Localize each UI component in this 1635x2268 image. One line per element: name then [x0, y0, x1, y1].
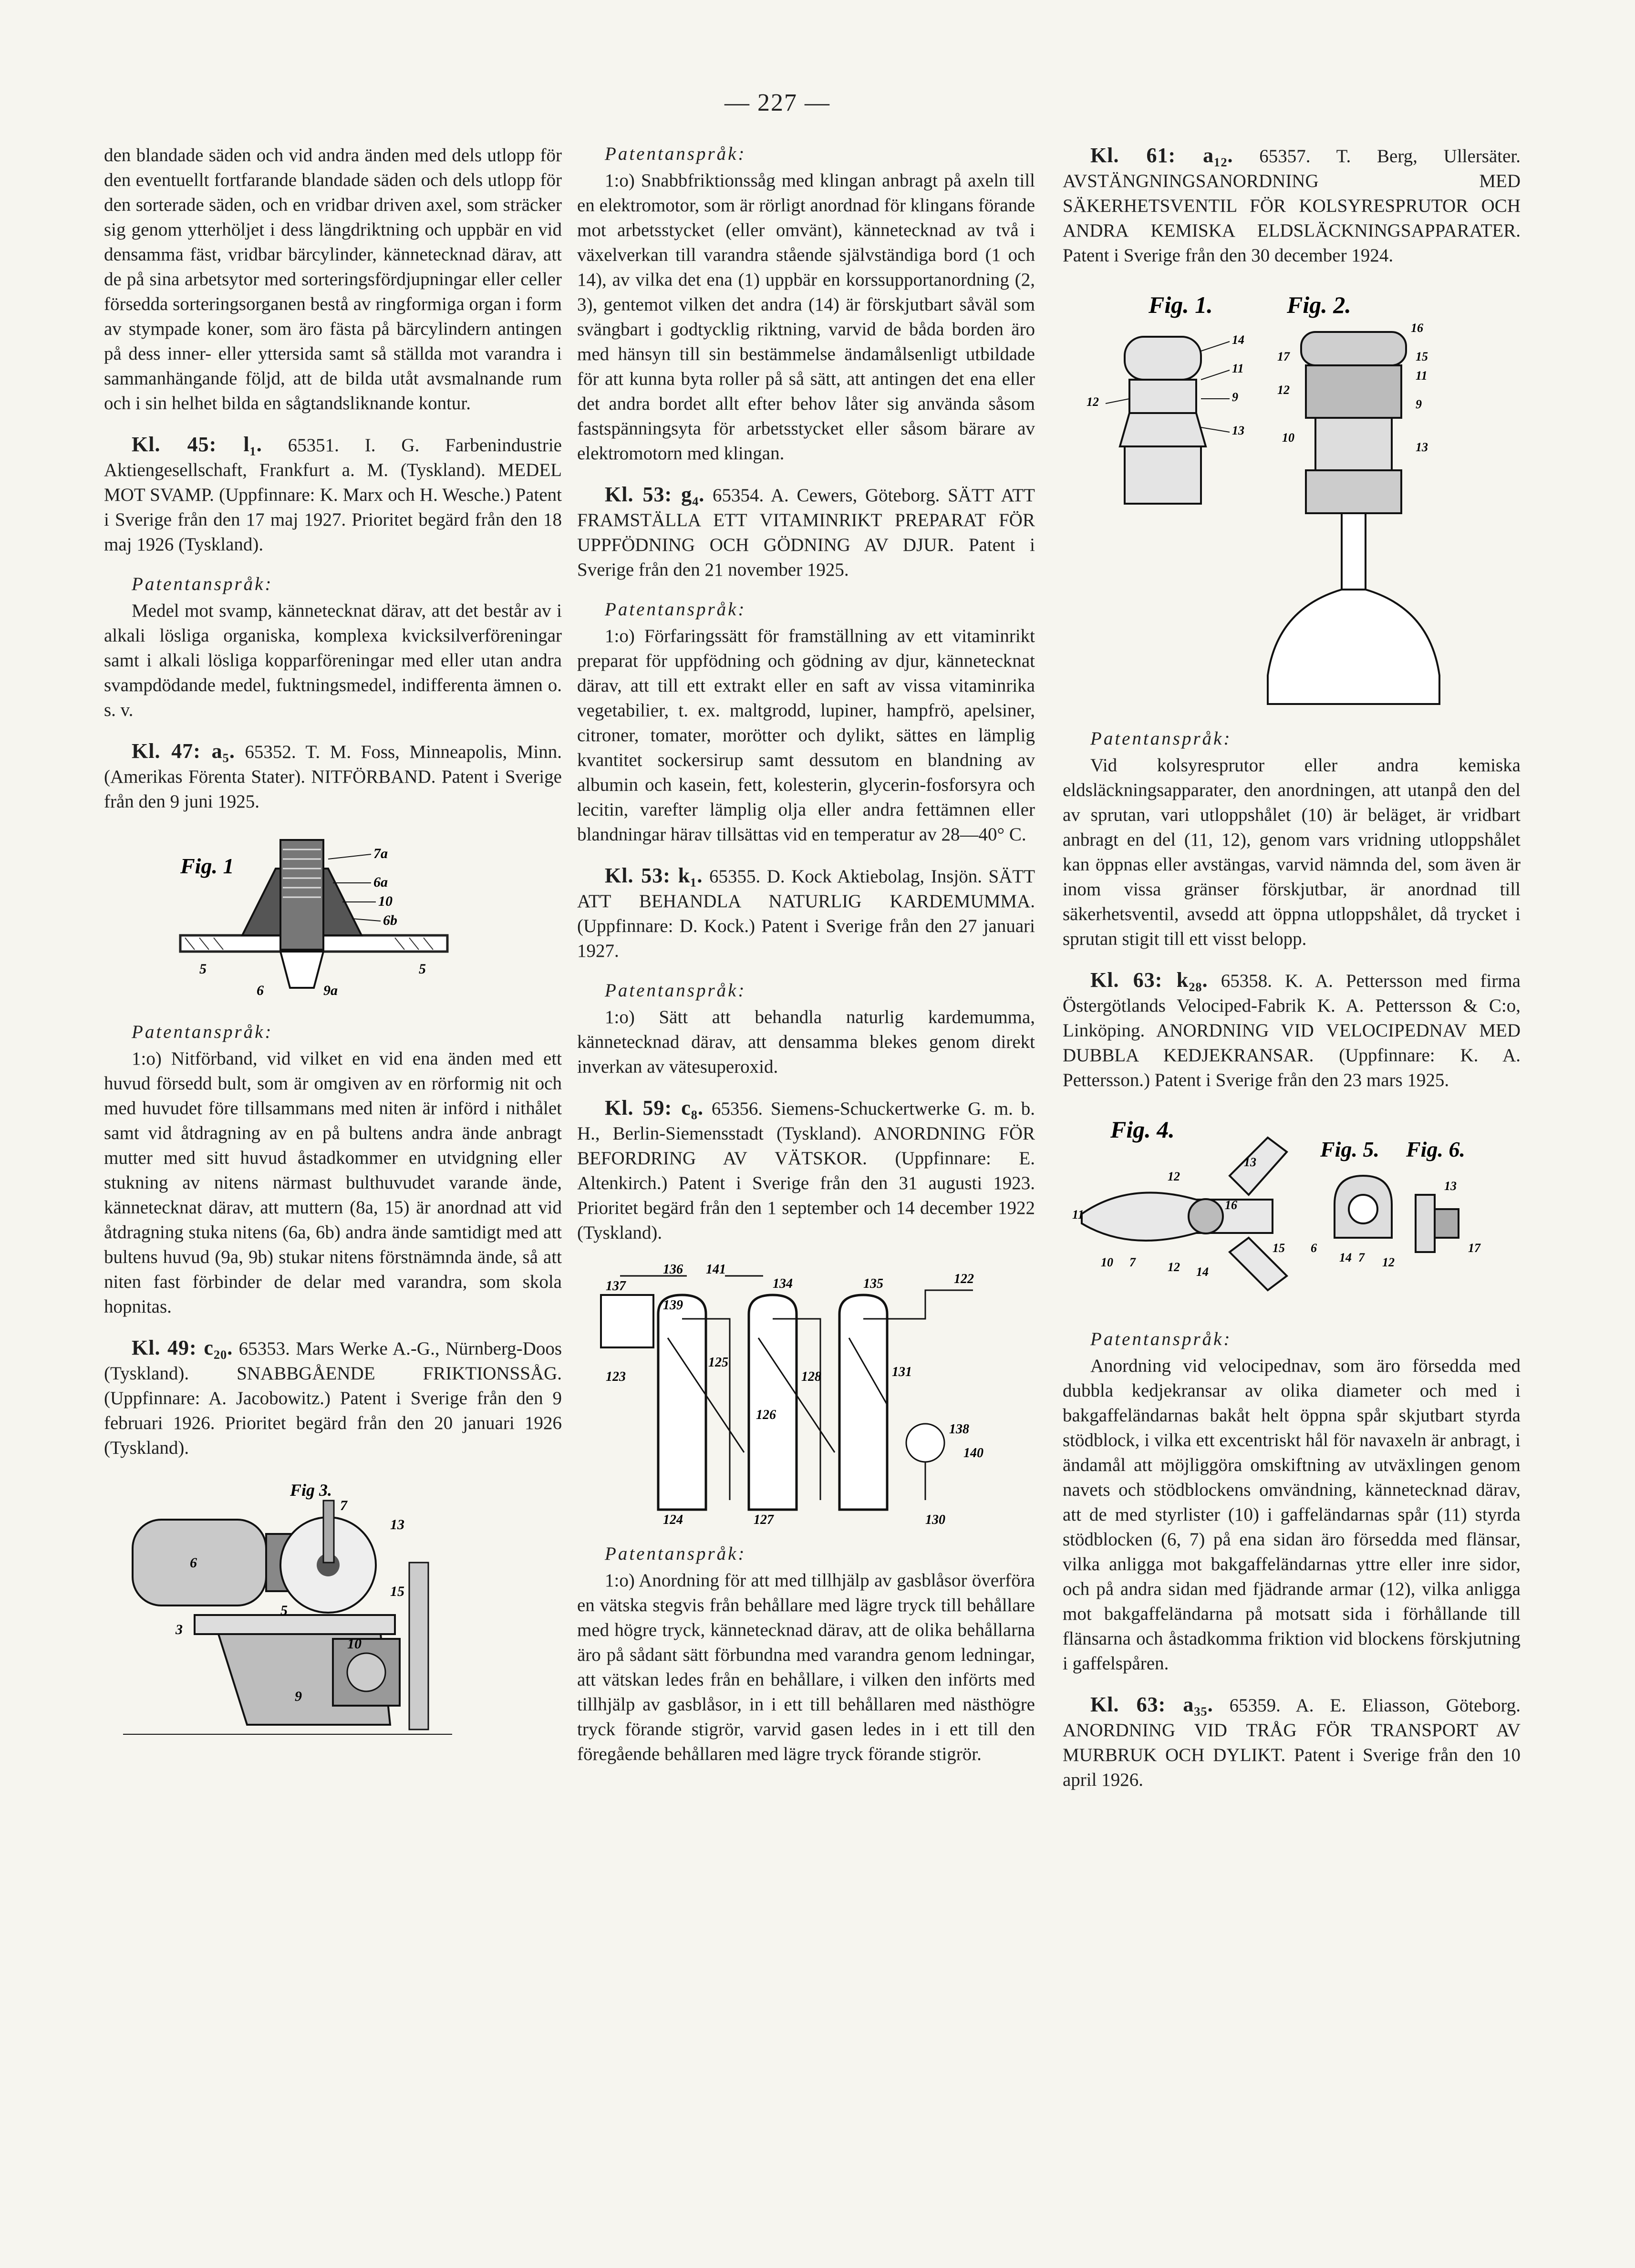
fig59-part: 128	[801, 1369, 821, 1384]
entry-53a-label: Patentanspråk:	[605, 599, 746, 620]
entry-63a-class: Kl. 63: k₂₈.	[1090, 968, 1208, 992]
fig59-part: 140	[963, 1446, 983, 1460]
fig59-part: 127	[754, 1512, 774, 1527]
entry-49	[104, 1336, 562, 1460]
fig456-part: 11	[1072, 1208, 1084, 1222]
fig12-part: 12	[1277, 383, 1290, 397]
entry-53b-text: 65355. D. Kock Aktiebolag, Insjön. SÄTT ATT BEHANDLA NATURLIG KARDEMUMMA. (Uppfinnare: D. Kock.) Patent i Sverige från den 27 januari 1927.	[577, 866, 1035, 961]
entry-53a-claim: 1:o) Förfaringssätt för framställning av ett vitaminrikt preparat för uppfödning och gödning av djur, kännetecknat därav, att till ett extrakt eller en saft av vissa vitaminrika vegetabilier, t. ex. maltgrodd, lupiner, hampfrö, apelsiner, citroner, tomater, morötter och dylikt, sättes en lämplig kvantitet sockersirup samt dessutom en blandning av albumin och kasein, fett, kolesterin, glycerin-fosforsyra och lecitin, varefter lämplig olja eller andra fettämnen eller blandningar härav tillsättas vid en temperatur av 28—40° C.	[577, 626, 1035, 845]
figure-rivet-joint	[171, 830, 466, 1007]
fig3-part: 6	[190, 1555, 197, 1571]
column-2	[577, 143, 1035, 1783]
fig12-part: 16	[1411, 321, 1423, 335]
fig3-part: 13	[390, 1517, 404, 1533]
fig12-part: 12	[1087, 395, 1099, 409]
fig1-part: 5	[419, 961, 426, 977]
intro-paragraph: den blandade säden och vid andra änden med dels utlopp för den eventuellt fortfarande blandade säden och dels utlopp för den sorterade säden, och en vridbar driven axel, som sträcker sig genom ytterhöljet i dess längdriktning och uppbär en vid densamma fäst, vridbar bärcylinder, kännetecknad därav, att de på sina arbetsytor med sorteringsfördjupningar eller celler försedda sorteringsorganen bestå av ringformiga organ i form av stympade koner, som äro fästa på bärcylindern antingen på dess inner- eller yttersida samt så ställda mot varandra i sammanhängande följd, att de bilda utåt avsmalnande rum och i sin helhet bilda en sågtandsliknande kontur.	[104, 145, 562, 414]
fig1-part: 7a	[373, 846, 388, 861]
fig456-part: 10	[1101, 1255, 1113, 1269]
entry-53b-claim: 1:o) Sätt att behandla naturlig kardemumma, kännetecknad därav, att densamma blekes genom direkt inverkan av vätesuperoxid.	[577, 1007, 1035, 1077]
entry-53a	[577, 482, 1035, 582]
entry-59-text: 65356. Siemens-Schuckertwerke G. m. b. H., Berlin-Siemensstadt (Tyskland). ANORDNING FÖR BEFORDRING AV VÄTSKOR. (Uppfinnare: E. Altenkirch.) Patent i Sverige från den 31 augusti 1923. Prioritet begärd från den 1 september och 14 december 1922 (Tyskland).	[577, 1098, 1035, 1243]
fig59-part: 123	[606, 1369, 626, 1384]
entry-61-label: Patentanspråk:	[1090, 728, 1232, 749]
fig-6-label: Fig. 6.	[1406, 1137, 1465, 1161]
fig456-part: 7	[1129, 1255, 1136, 1269]
entry-61-text: 65357. T. Berg, Ullersäter. AVSTÄNGNINGSANORDNING MED SÄKERHETSVENTIL FÖR KOLSYRESPRUTOR OCH ANDRA KEMISKA ELDSLÄCKNINGSAPPARATER. Patent i Sverige från den 30 december 1924.	[1063, 146, 1521, 266]
entry-63b-class: Kl. 63: a₃₅.	[1090, 1693, 1213, 1716]
fig3-label: Fig 3.	[290, 1481, 332, 1500]
entry-45-claim: Medel mot svamp, kännetecknat därav, att det består av i alkali lösliga organiska, komplexa kvicksilverföreningar samt i alkali lösliga kopparföreningar med eller utan andra svampdödande medel, fuktningsmedel, indifferenta ämnen o. s. v.	[104, 601, 562, 720]
column-3	[1063, 143, 1521, 1809]
fig1-part: 6b	[383, 912, 397, 928]
fig456-part: 13	[1444, 1179, 1457, 1193]
fig12-part: 17	[1277, 350, 1290, 363]
fig3-part: 7	[340, 1498, 347, 1513]
figure-velocipede-hub	[1072, 1109, 1501, 1314]
fig456-part: 14	[1339, 1251, 1352, 1264]
entry-49-label: Patentanspråk:	[605, 144, 746, 164]
entry-61-claim: Vid kolsyresprutor eller andra kemiska eldsläckningsapparater, den anordningen, att utanpå den del av sprutan, vari utloppshålet (10) är beläget, är vridbart anbragt en del (11, 12), genom vars vridning utloppshålet kan öppnas eller avstängas, varvid nämnda del, som även är inom vissa gränser förskjutbar, är anordnad till säkerhetsventil, avsedd att öppna utloppshålet, då trycket i sprutan stigit till ett visst belopp.	[1063, 755, 1521, 949]
entry-49-class: Kl. 49: c₂₀.	[132, 1336, 233, 1359]
fig59-part: 138	[949, 1422, 969, 1437]
entry-59-class: Kl. 59: c₈.	[605, 1096, 704, 1119]
entry-63a-label: Patentanspråk:	[1090, 1329, 1232, 1349]
fig59-part: 141	[706, 1262, 726, 1277]
fig456-part: 13	[1244, 1155, 1256, 1169]
entry-45-text: 65351. I. G. Farbenindustrie Aktiengesellschaft, Frankfurt a. M. (Tyskland). MEDEL MOT SVAMP. (Uppfinnare: K. Marx och H. Wesche.) Patent i Sverige från den 17 maj 1927. Prioritet begärd från den 18 maj 1926 (Tyskland).	[104, 435, 562, 555]
fig1-part: 6	[257, 983, 264, 998]
fig59-part: 139	[663, 1298, 683, 1313]
entry-47-label: Patentanspråk:	[132, 1022, 273, 1042]
fig3-part: 3	[176, 1622, 183, 1637]
page-number: — 227 —	[724, 89, 830, 116]
fig12-part: 11	[1416, 369, 1428, 383]
entry-45	[104, 432, 562, 557]
fig456-part: 16	[1225, 1198, 1237, 1212]
figure-friction-saw	[123, 1477, 457, 1744]
fig-5-label: Fig. 5.	[1320, 1137, 1379, 1161]
fig59-part: 135	[863, 1276, 883, 1291]
fig12-part: 14	[1232, 333, 1244, 347]
fig59-part: 124	[663, 1512, 683, 1527]
column-1	[104, 143, 562, 1758]
fig3-part: 15	[390, 1584, 404, 1599]
fig12-part: 9	[1232, 390, 1238, 404]
entry-53a-text: 65354. A. Cewers, Göteborg. SÄTT ATT FRAMSTÄLLA ETT VITAMINRIKT PREPARAT FÖR UPPFÖDNING OCH GÖDNING AV DJUR. Patent i Sverige från den 21 november 1925.	[577, 485, 1035, 580]
fig12-part: 15	[1416, 350, 1428, 363]
entry-59-label: Patentanspråk:	[605, 1543, 746, 1564]
fig59-part: 136	[663, 1262, 683, 1277]
fig59-part: 137	[606, 1279, 626, 1294]
figure-valve-sprayer	[1077, 284, 1497, 714]
entry-59	[577, 1096, 1035, 1245]
fig1-part: 9a	[323, 983, 338, 998]
fig59-part: 126	[756, 1408, 776, 1422]
figure-liquid-transfer	[591, 1262, 1011, 1529]
entry-61-class: Kl. 61: a₁₂.	[1090, 144, 1233, 167]
entry-45-class: Kl. 45: l₁.	[132, 433, 262, 456]
fig12-part: 10	[1282, 431, 1294, 445]
entry-47-claim: 1:o) Nitförband, vid vilket en vid ena änden med ett huvud försedd bult, som är omgiven av en rörformig nit och med huvudet före tillsammans med niten är införd i nithålet samt vid åtdragning av en på bultens andra ände anbragt mutter med sitt huvud åstadkommer en utvidgning eller stukning av nitens närmast bulthuvudet varande ände, kännetecknat därav, att muttern (8a, 15) är anordnad att vid åtdragning stuka nitens (6a, 6b) andra ände samtidigt med att bultens huvud (9a, 9b) stukar nitens förstnämnda ände, så att niten fast förbinder de delar med varandra, som skola hopnitas.	[104, 1048, 562, 1317]
entry-47-class: Kl. 47: a₅.	[132, 739, 235, 763]
entry-49-claim: 1:o) Snabbfriktionssåg med klingan anbragt på axeln till en elektromotor, som är rörligt anordnad för klingans förande mot arbetsstycket (eller omvänt), kännetecknad av två i växelverkan till varandra stående självständiga bord (1 och 14), av vilka det ena (1) uppbär en korssupportanordning (2, 3), gentemot vilken det andra (14) är förskjutbart såväl som svängbart i godtycklig riktning, varvid de båda borden äro med hänsyn till sin bestämmelse ändamålsenligt utbildade för att kunna byta roller på så sätt, att antingen det ena eller det andra bordet allt efter behov låter sig använda såsom fastspänningsyta för arbetsstycket eller såsom bärare av elektromotorn med klingan.	[577, 170, 1035, 464]
fig12-part: 11	[1232, 362, 1244, 375]
fig12-part: 13	[1232, 424, 1244, 437]
entry-49-text: 65353. Mars Werke A.-G., Nürnberg-Doos (Tyskland). SNABBGÅENDE FRIKTIONSSÅG. (Uppfinnare: A. Jacobowitz.) Patent i Sverige från den 9 februari 1926. Prioritet begärd från den 20 januari 1926 (Tyskland).	[104, 1338, 562, 1458]
entry-47-text: 65352. T. M. Foss, Minneapolis, Minn. (Amerikas Förenta Stater). NITFÖRBAND. Patent i Sverige från den 9 juni 1925.	[104, 742, 562, 812]
fig1-part: 5	[199, 961, 207, 977]
fig3-part: 10	[347, 1636, 362, 1652]
entry-63b-text: 65359. A. E. Eliasson, Göteborg. ANORDNING VID TRÅG FÖR TRANSPORT AV MURBRUK OCH DYLIKT. Patent i Sverige från den 10 april 1926.	[1063, 1695, 1521, 1790]
fig-2-label: Fig. 2.	[1287, 291, 1351, 318]
fig3-part: 5	[280, 1603, 288, 1618]
fig456-part: 12	[1168, 1260, 1180, 1274]
entry-53b	[577, 863, 1035, 963]
entry-63a-claim: Anordning vid velocipednav, som äro försedda med dubbla kedjekransar av olika diameter och med i bakgaffeländarnas bakåt helt öppna spår skjutbart styrda stödblock, i vilka ett excentriskt hål för navaxeln är anbragt, i ändamål att möjliggöra omskiftning av utväxlingen genom navets och stödblockens omvändning, kännetecknad därav, att de med styrlister (10) i gaffeländarnas spår (11) styrda stödblocken (6, 7) på ena sidan äro försedda med flänsar, vilka anligga mot bakgaffeländarnas yttre eller inre sidor, och på andra sidan med fjädrande armar (12), vilka anligga mot bakgaffeländarna på motsatt sida i förhållande till flänsarna och åstadkomma friktion vid blockens förskjutning i gaffelspåren.	[1063, 1356, 1521, 1674]
fig-4-label: Fig. 4.	[1110, 1116, 1175, 1143]
fig456-part: 12	[1168, 1170, 1180, 1183]
entry-61	[1063, 143, 1521, 268]
fig456-part: 15	[1273, 1241, 1285, 1255]
fig3-part: 9	[295, 1688, 302, 1704]
fig59-part: 125	[708, 1355, 728, 1370]
entry-53b-class: Kl. 53: k₁.	[605, 864, 703, 887]
fig12-part: 9	[1416, 397, 1422, 411]
entry-63a	[1063, 968, 1521, 1093]
fig1-label: Fig. 1	[180, 854, 234, 878]
entry-45-label: Patentanspråk:	[132, 574, 273, 594]
entry-63b	[1063, 1692, 1521, 1792]
entry-47	[104, 739, 562, 814]
fig1-part: 6a	[373, 874, 388, 890]
fig-1-label: Fig. 1.	[1149, 291, 1213, 318]
entry-59-claim: 1:o) Anordning för att med tillhjälp av gasblåsor överföra en vätska stegvis från behållare med lägre tryck till behållare med högre tryck, kännetecknad därav, att de olika behållarna äro på sådant sätt förbundna med varandra genom ledningar, att vätskan ledes från en behållare, i vilken den införts med tillhjälp av gasblåsor, in i ett till behållaren med nästhögre tryck förande stigrör, varvid gasen ledes in i ett till den föregående behållaren med lägre tryck förande stigrör.	[577, 1570, 1035, 1764]
fig456-part: 6	[1311, 1241, 1317, 1255]
fig456-part: 7	[1358, 1251, 1365, 1264]
entry-53b-label: Patentanspråk:	[605, 980, 746, 1001]
entry-53a-class: Kl. 53: g₄.	[605, 483, 705, 506]
fig59-part: 130	[925, 1512, 945, 1527]
fig1-part: 10	[378, 893, 393, 909]
fig59-part: 131	[892, 1365, 912, 1379]
fig59-part: 134	[773, 1276, 793, 1291]
fig456-part: 17	[1468, 1241, 1480, 1255]
fig12-part: 13	[1416, 440, 1428, 454]
fig456-part: 12	[1382, 1255, 1395, 1269]
fig456-part: 14	[1196, 1265, 1209, 1279]
fig59-part: 122	[954, 1272, 974, 1286]
entry-63a-text: 65358. K. A. Pettersson med firma Östergötlands Velociped-Fabrik K. A. Pettersson & C:o, Linköping. ANORDNING VID VELOCIPEDNAV MED DUBBLA KEDJEKRANSAR. (Uppfinnare: K. A. Pettersson.) Patent i Sverige från den 23 mars 1925.	[1063, 971, 1521, 1090]
